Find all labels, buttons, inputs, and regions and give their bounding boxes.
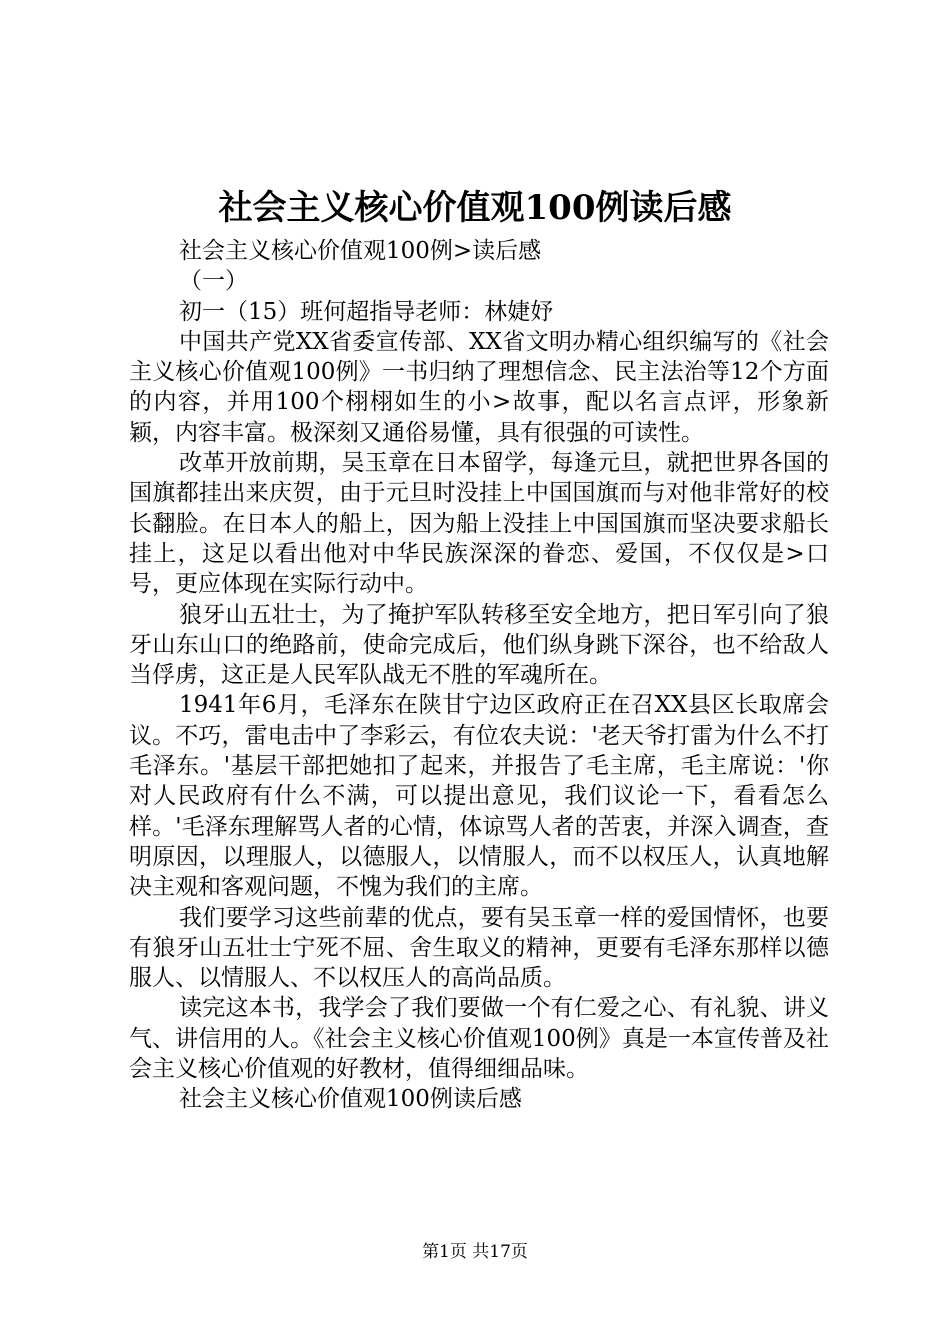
paragraph-wu-yuzhang: 改革开放前期，吴玉章在日本留学，每逢元旦，就把世界各国的国旗都挂出来庆贺，由于元旦时没挂上中国国旗而与对他非常好的校长翻脸。在日本人的船上，因为船上没挂上中国国旗而坚决要求船长挂上，这足以看出他对中华民族深深的眷恋、爱国，不仅仅是>口号，更应体现在实际行动中。 bbox=[129, 450, 829, 598]
document-title: 社会主义核心价值观100例读后感 bbox=[218, 188, 732, 228]
page-footer: 第1页 共17页 bbox=[422, 1242, 528, 1262]
document-body bbox=[129, 236, 829, 1115]
section-number: （一） bbox=[179, 268, 248, 295]
paragraph-mao-zedong: 1941年6月，毛泽东在陕甘宁边区政府正在召XX县区长取席会议。不巧，雷电击中了李彩云，有位农夫说：'老天爷打雷为什么不打毛泽东。'基层干部把她扣了起来，并报告了毛主席，毛主席说：'你对人民政府有什么不满，可以提出意见，我们议论一下，看看怎么样。'毛泽东理解骂人者的心情，体谅骂人者的苦衷，并深入调查，查明原因，以理服人，以德服人，以情服人，而不以权压人，认真地解决主观和客观问题，不愧为我们的主席。 bbox=[129, 692, 829, 901]
paragraph-intro: 中国共产党XX省委宣传部、XX省文明办精心组织编写的《社会主义核心价值观100例》一书归纳了理想信念、民主法治等12个方面的内容，并用100个栩栩如生的小>故事，配以名言点评，形象新颖，内容丰富。极深刻又通俗易懂，具有很强的可读性。 bbox=[129, 328, 829, 446]
next-section-title: 社会主义核心价值观100例读后感 bbox=[179, 1086, 522, 1113]
author-line: 初一（15）班何超指导老师：林婕妤 bbox=[179, 298, 554, 325]
paragraph-conclusion: 读完这本书，我学会了我们要做一个有仁爱之心、有礼貌、讲义气、讲信用的人。《社会主义核心价值观100例》真是一本宣传普及社会主义核心价值观的好教材，值得细细品味。 bbox=[129, 995, 829, 1083]
paragraph-langya-mountain: 狼牙山五壮士，为了掩护军队转移至安全地方，把日军引向了狼牙山东山口的绝路前，使命完成后，他们纵身跳下深谷，也不给敌人当俘虏，这正是人民军队战无不胜的军魂所在。 bbox=[129, 601, 829, 689]
subtitle-line: 社会主义核心价值观100例>读后感 bbox=[179, 238, 542, 264]
paragraph-learning: 我们要学习这些前辈的优点，要有吴玉章一样的爱国情怀，也要有狼牙山五壮士宁死不屈、舍生取义的精神，更要有毛泽东那样以德服人、以情服人、不以权压人的高尚品质。 bbox=[129, 904, 829, 992]
